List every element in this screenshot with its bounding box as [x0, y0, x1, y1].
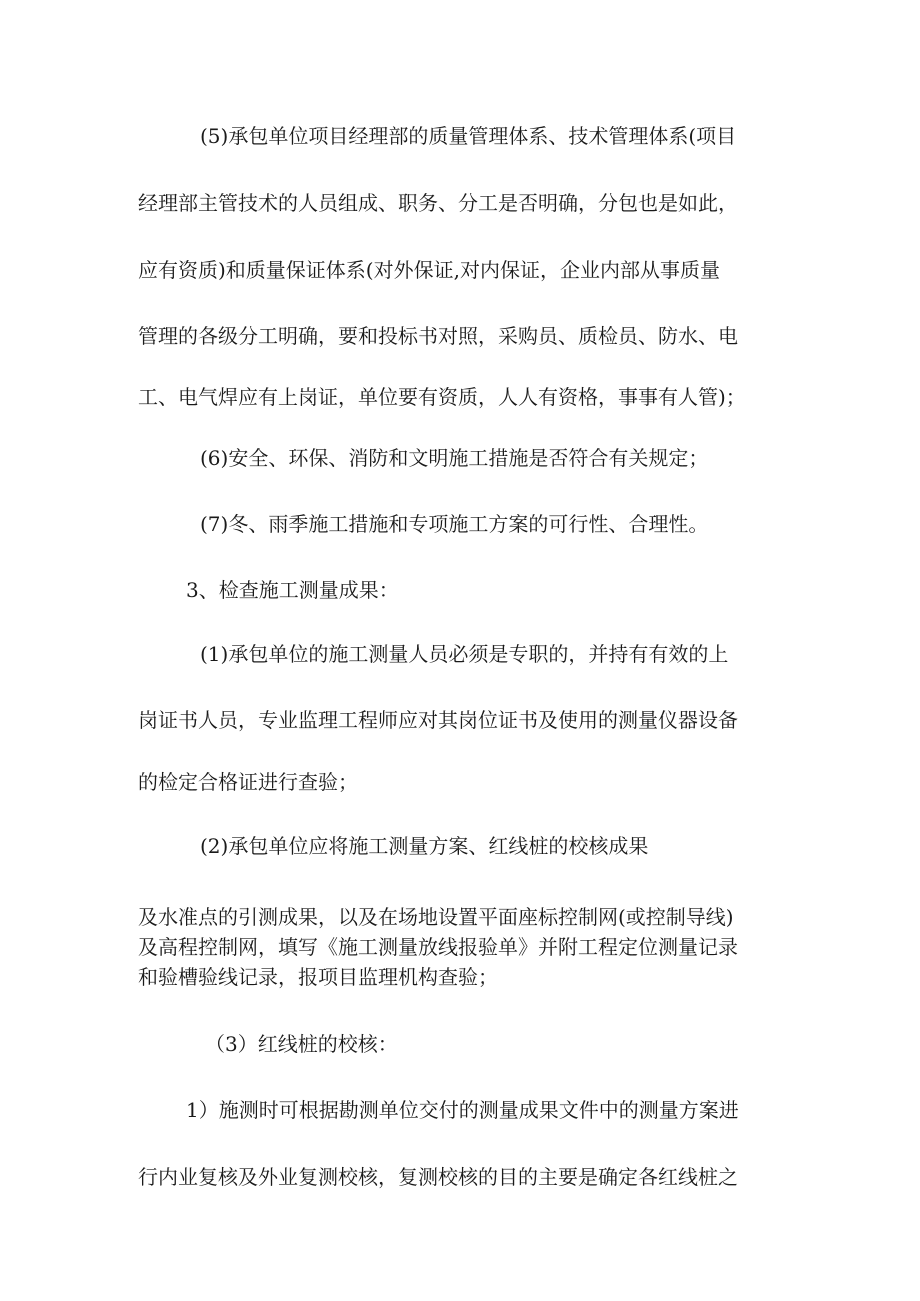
paragraph-line: (2)承包单位应将施工测量方案、红线桩的校核成果 [200, 834, 649, 858]
paragraph-line: 岗证书人员，专业监理工程师应对其岗位证书及使用的测量仪器设备 [138, 708, 738, 732]
paragraph-line: 工、电气焊应有上岗证，单位要有资质，人人有资格，事事有人管)； [138, 385, 746, 409]
paragraph-line: (1)承包单位的施工测量人员必须是专职的，并持有有效的上 [200, 642, 729, 666]
paragraph-line: 应有资质)和质量保证体系(对外保证,对内保证，企业内部从事质量 [138, 258, 720, 282]
paragraph-line: 经理部主管技术的人员组成、职务、分工是否明确，分包也是如此， [138, 191, 738, 215]
paragraph-line: 及水准点的引测成果，以及在场地设置平面座标控制网(或控制导线) [138, 905, 734, 929]
paragraph-line: (6)安全、环保、消防和文明施工措施是否符合有关规定； [200, 446, 709, 470]
paragraph-line: 和验槽验线记录，报项目监理机构查验； [138, 965, 498, 989]
paragraph-line: 管理的各级分工明确，要和投标书对照，采购员、质检员、防水、电 [138, 324, 738, 348]
paragraph-line: 的检定合格证进行查验； [138, 770, 358, 794]
paragraph-line: 1）施测时可根据勘测单位交付的测量成果文件中的测量方案进 [186, 1098, 739, 1122]
paragraph-line: (7)冬、雨季施工措施和专项施工方案的可行性、合理性。 [200, 512, 709, 536]
paragraph-line: （3）红线桩的校核： [205, 1032, 398, 1056]
paragraph-line: (5)承包单位项目经理部的质量管理体系、技术管理体系(项目 [200, 124, 737, 148]
section-heading: 3、检查施工测量成果： [186, 578, 399, 602]
paragraph-line: 及高程控制网，填写《施工测量放线报验单》并附工程定位测量记录 [138, 935, 738, 959]
paragraph-line: 行内业复核及外业复测校核，复测校核的目的主要是确定各红线桩之 [138, 1165, 738, 1189]
